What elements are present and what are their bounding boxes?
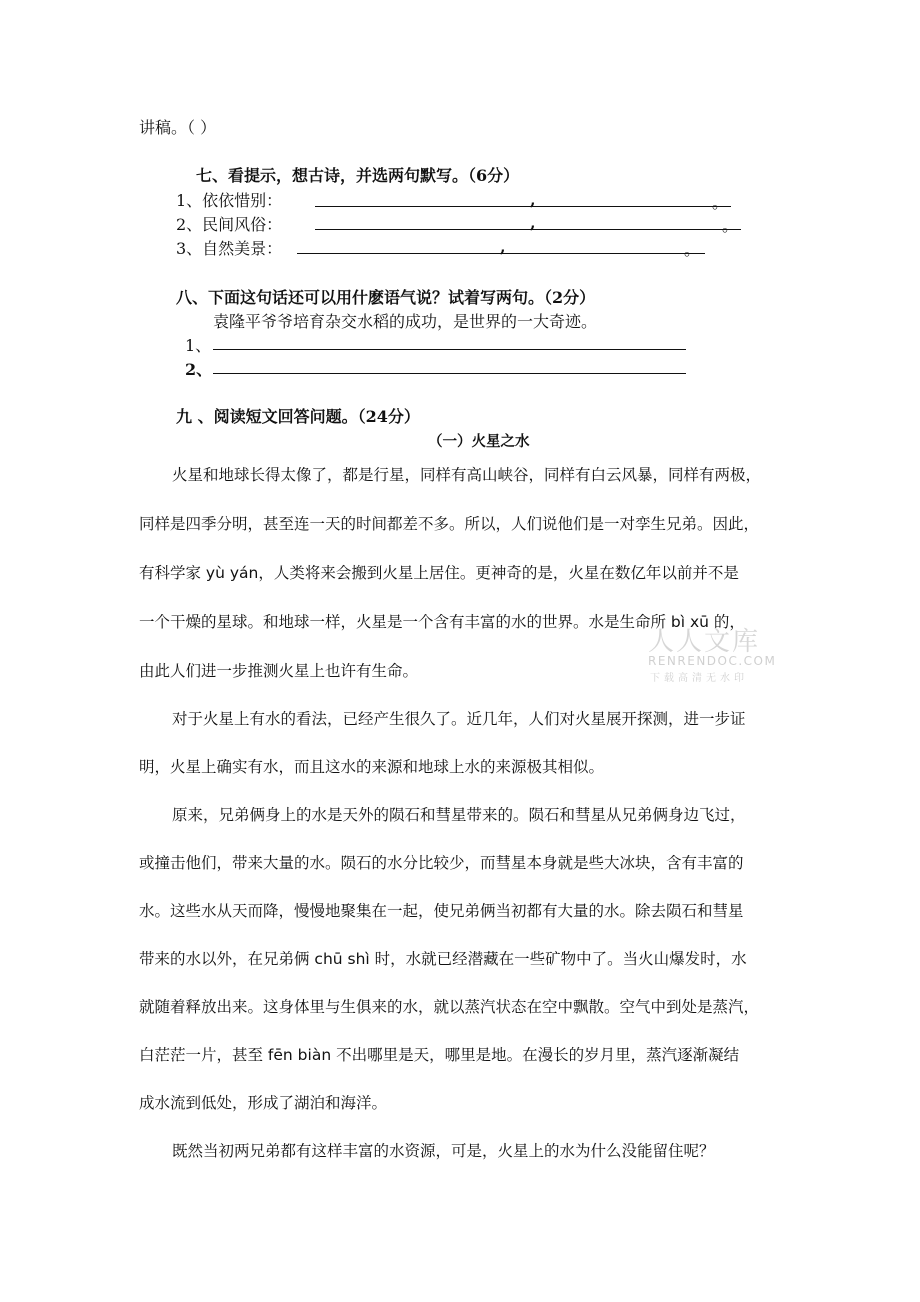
rewrite-answer-line-1[interactable]	[213, 349, 686, 350]
previous-question-fragment: 讲稿。（ ）	[139, 118, 217, 137]
poem-prompt-1-label: 1、依依惜别：	[176, 191, 283, 210]
poem-period-1: 。	[712, 193, 729, 212]
passage-line: 同样是四季分明，甚至连一天的时间都差不多。所以，人们说他们是一对孪生兄弟。因此，	[139, 515, 760, 533]
poem-prompt-2-label: 2、民间风俗：	[176, 215, 283, 234]
watermark-domain: RENRENDOC.COM	[648, 654, 777, 668]
passage-line: 对于火星上有水的看法，已经产生很久了。近几年，人们对火星展开探测，进一步证	[172, 710, 746, 728]
passage-line: 火星和地球长得太像了，都是行星，同样有高山峡谷，同样有白云风暴，同样有两极，	[172, 466, 762, 484]
watermark-brand: 人人文库	[648, 627, 761, 657]
passage-line: 由此人们进一步推测火星上也许有生命。	[139, 662, 419, 680]
passage-line: 白茫茫一片，甚至 fēn biàn 不出哪里是天，哪里是地。在漫长的岁月里，蒸汽逐渐凝结	[139, 1046, 740, 1064]
passage-line: 一个干燥的星球。和地球一样，火星是一个含有丰富的水的世界。水是生命所 bì xū 的，	[139, 613, 745, 631]
poem-comma-1: ,	[530, 190, 536, 209]
rewrite-2-label: 2、	[185, 360, 213, 379]
passage-line: 有科学家 yù yán，人类将来会搬到火星上居住。更神奇的是，火星在数亿年以前并不是	[139, 564, 739, 582]
passage-line: 既然当初两兄弟都有这样丰富的水资源，可是，火星上的水为什么没能留住呢？	[172, 1142, 715, 1160]
passage-title: （一）火星之水	[428, 434, 530, 450]
passage-line: 原来，兄弟俩身上的水是天外的陨石和彗星带来的。陨石和彗星从兄弟俩身边飞过，	[172, 806, 746, 824]
rewrite-answer-line-2[interactable]	[213, 373, 686, 374]
poem-answer-line-1[interactable]	[315, 206, 731, 207]
passage-line: 就随着释放出来。这身体里与生俱来的水，就以蒸汽状态在空中飘散。空气中到处是蒸汽，	[139, 998, 760, 1016]
passage-line: 成水流到低处，形成了湖泊和海洋。	[139, 1094, 388, 1112]
section-8-title: 八、下面这句话还可以用什麽语气说？试着写两句。（2分）	[176, 288, 596, 307]
poem-prompt-3-label: 3、自然美景：	[176, 239, 283, 258]
poem-comma-2: ,	[530, 213, 536, 232]
poem-comma-3: ,	[500, 237, 506, 256]
passage-line: 水。这些水从天而降，慢慢地聚集在一起，使兄弟俩当初都有大量的水。除去陨石和彗星	[139, 902, 744, 920]
passage-line: 或撞击他们，带来大量的水。陨石的水分比较少，而彗星本身就是些大冰块，含有丰富的	[139, 854, 744, 872]
passage-line: 明，火星上确实有水，而且这水的来源和地球上水的来源极其相似。	[139, 758, 605, 776]
poem-period-3: 。	[684, 240, 701, 259]
poem-answer-line-2[interactable]	[315, 229, 741, 230]
passage-line: 带来的水以外，在兄弟俩 chū shì 时，水就已经潜藏在一些矿物中了。当火山爆发时，水	[139, 950, 747, 968]
section-9-title: 九 、阅读短文回答问题。（24分）	[176, 407, 420, 426]
section-8-sentence: 袁隆平爷爷培育杂交水稻的成功，是世界的一大奇迹。	[213, 312, 598, 331]
section-7-title: 七、看提示，想古诗，并选两句默写。（6分）	[196, 166, 520, 185]
watermark-slogan: 下载高清无水印	[650, 673, 748, 684]
poem-period-2: 。	[722, 216, 739, 235]
rewrite-1-label: 1、	[185, 336, 212, 355]
